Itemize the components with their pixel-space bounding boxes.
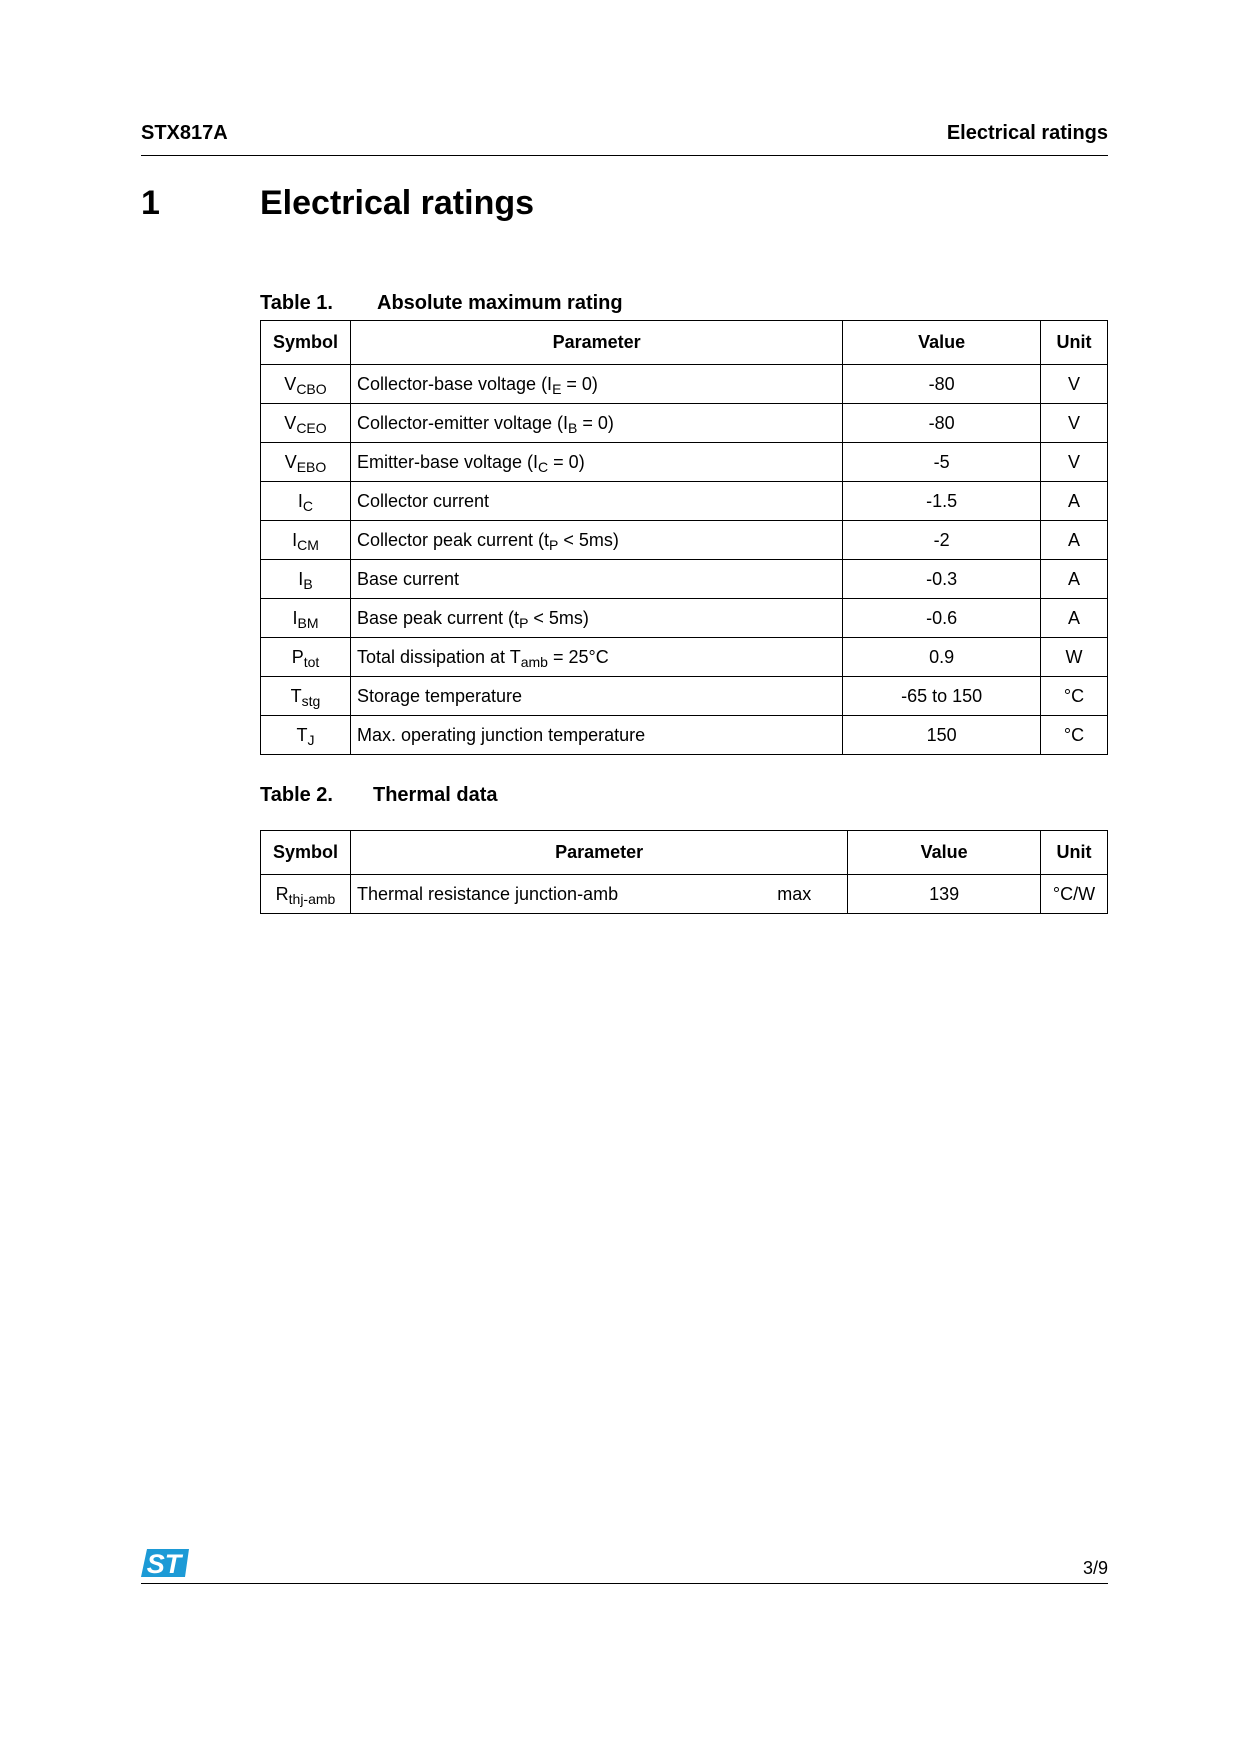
table1-number: Table 1. [260,292,333,314]
parameter-subscript: E [552,380,562,397]
parameter-text: Storage temperature [356,685,523,706]
symbol-cell [261,638,351,677]
symbol-main: I [292,607,298,628]
parameter-text: Base current [356,568,460,589]
parameter-cell [350,638,842,677]
symbol-subscript: EBO [296,458,327,475]
symbol-main: V [284,373,297,394]
value-cell: -80 [843,365,1041,404]
table2-caption [260,784,498,807]
symbol-main: I [297,490,303,511]
parameter-cell [350,404,842,443]
parameter-text: Total dissipation at T [356,646,521,667]
table-header-row [261,321,1108,365]
unit-cell: V [1041,365,1108,404]
table2-title: Thermal data [373,784,498,806]
col-header-value: Value [848,831,1041,875]
symbol-cell [261,875,351,914]
symbol-main: T [290,685,302,706]
parameter-subscript: P [519,614,529,631]
parameter-cell [350,599,842,638]
symbol-subscript: thj-amb [288,890,336,907]
value-cell: -65 to 150 [843,677,1041,716]
col-header-unit: Unit [1041,321,1108,365]
table-row [261,482,1108,521]
unit-cell: °C [1041,716,1108,755]
parameter-subscript: C [538,458,549,475]
parameter-cell [350,482,842,521]
symbol-cell [261,599,351,638]
col-header-unit: Unit [1041,831,1108,875]
table1-title: Absolute maximum rating [377,292,623,314]
parameter-cell [350,521,842,560]
table-row [261,875,1108,914]
unit-cell: A [1041,599,1108,638]
table-row [261,443,1108,482]
table-row [261,638,1108,677]
symbol-main: V [284,451,297,472]
parameter-condition: = 0) [577,412,614,433]
unit-cell: °C/W [1041,875,1108,914]
symbol-cell [261,521,351,560]
page-number: 3/9 [1082,1558,1108,1578]
symbol-cell [261,677,351,716]
col-header-parameter: Parameter [350,321,842,365]
symbol-main: P [291,646,304,667]
unit-cell: A [1041,482,1108,521]
table2-number: Table 2. [260,784,333,806]
symbol-main: V [284,412,297,433]
value-cell: -1.5 [843,482,1041,521]
parameter-cell [350,716,842,755]
table-row [261,599,1108,638]
symbol-main: T [296,724,308,745]
logo-text: ST [146,1549,182,1579]
parameter-condition: = 0) [561,373,598,394]
parameter-cell [350,443,842,482]
header-section-name: Electrical ratings [946,122,1108,144]
value-cell: 0.9 [843,638,1041,677]
parameter-subscript: B [568,419,578,436]
value-cell: -80 [843,404,1041,443]
symbol-cell [261,716,351,755]
value-cell: -0.3 [843,560,1041,599]
table-row [261,365,1108,404]
symbol-subscript: stg [301,692,321,709]
parameter-cell [350,677,842,716]
col-header-value: Value [843,321,1041,365]
st-logo-icon [141,1547,189,1579]
header-product-name: STX817A [141,122,228,144]
parameter-text: Collector peak current (t [356,529,550,550]
symbol-cell [261,443,351,482]
table-row [261,404,1108,443]
parameter-text: Collector-emitter voltage (I [356,412,569,433]
section-title: Electrical ratings [260,184,535,222]
symbol-subscript: B [303,575,313,592]
symbol-main: R [275,883,289,904]
table-row [261,560,1108,599]
parameter-text: Base peak current (t [356,607,520,628]
symbol-subscript: CEO [296,419,327,436]
parameter-qualifier: max [777,883,812,904]
unit-cell: V [1041,443,1108,482]
parameter-subscript: amb [520,653,548,670]
unit-cell: V [1041,404,1108,443]
parameter-cell [350,560,842,599]
parameter-text: Thermal resistance junction-amb [356,883,619,904]
table-row [261,677,1108,716]
symbol-subscript: CBO [296,380,327,397]
value-cell: -5 [843,443,1041,482]
symbol-cell [261,560,351,599]
unit-cell: W [1041,638,1108,677]
symbol-cell [261,482,351,521]
symbol-subscript: tot [303,653,320,670]
table-row [261,716,1108,755]
col-header-symbol: Symbol [261,831,351,875]
symbol-subscript: J [307,731,315,748]
parameter-text: Collector-base voltage (I [356,373,553,394]
header-rule [141,155,1108,156]
footer-rule [141,1583,1108,1584]
unit-cell: A [1041,560,1108,599]
symbol-cell [261,365,351,404]
symbol-subscript: BM [297,614,319,631]
parameter-text: Max. operating junction temperature [356,724,646,745]
thermal-data-table [260,830,1108,914]
table-header-row [261,831,1108,875]
col-header-symbol: Symbol [261,321,351,365]
symbol-subscript: C [302,497,314,514]
table1-caption [260,292,623,315]
parameter-text: Emitter-base voltage (I [356,451,539,472]
value-cell: -0.6 [843,599,1041,638]
section-number: 1 [141,184,160,222]
unit-cell: A [1041,521,1108,560]
parameter-condition: < 5ms) [558,529,619,550]
unit-cell: °C [1041,677,1108,716]
parameter-condition: = 25°C [547,646,609,667]
col-header-parameter: Parameter [350,831,847,875]
symbol-cell [261,404,351,443]
value-cell: 150 [843,716,1041,755]
value-cell: 139 [848,875,1041,914]
parameter-text: Collector current [356,490,490,511]
table-row [261,521,1108,560]
symbol-subscript: CM [297,536,319,553]
parameter-subscript: P [549,536,559,553]
parameter-cell [350,365,842,404]
parameter-cell [350,875,847,914]
value-cell: -2 [843,521,1041,560]
symbol-main: I [292,529,298,550]
symbol-main: I [298,568,304,589]
parameter-condition: < 5ms) [528,607,589,628]
absolute-maximum-rating-table [260,320,1108,755]
parameter-condition: = 0) [548,451,585,472]
